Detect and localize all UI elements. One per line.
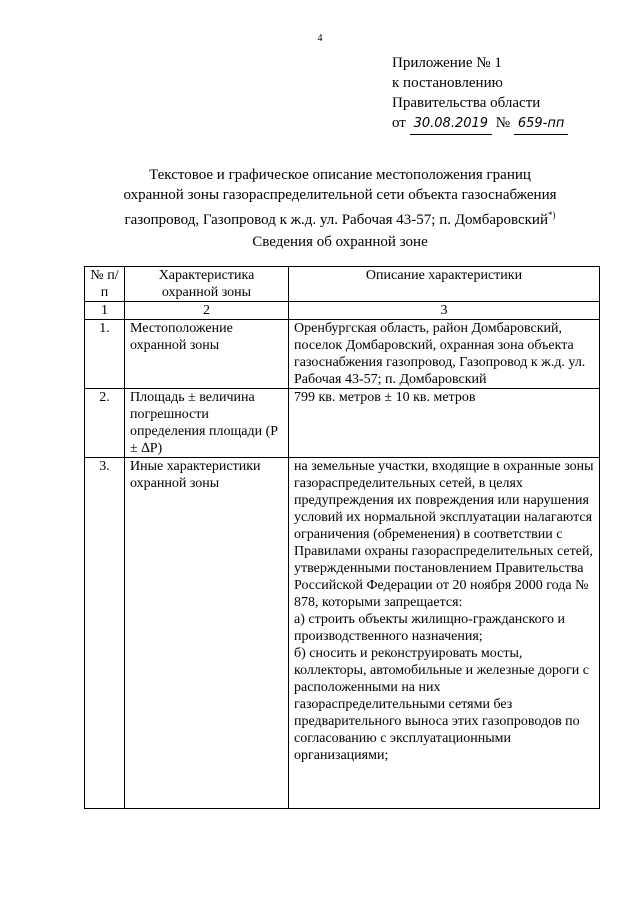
description-paragraph: а) строить объекты жилищно-гражданского и производственного назначения; bbox=[294, 612, 565, 644]
row-number: 2. bbox=[85, 389, 125, 458]
description-paragraph: на земельные участки, входящие в охранные зоны газораспределительных сетей, в целях предупреждения их повреждения или нарушения условий их нормальной эксплуатации налагаются ограничения (обременения) в соответствии с Правилами охраны газораспределительных сетей, утвержденными постановлением Правительства Российской Федерации от 20 ноября 2000 года № 878, которыми запрещается: bbox=[294, 459, 594, 610]
column-number: 2 bbox=[125, 302, 289, 320]
row-description: Оренбургская область, район Домбаровский, поселок Домбаровский, охранная зона объекта газоснабжения газопровод, Газопровод к ж.д. ул. Рабочая 43-57; п. Домбаровский bbox=[289, 320, 600, 389]
column-number: 1 bbox=[85, 302, 125, 320]
appendix-block bbox=[392, 53, 568, 135]
table-header-row bbox=[85, 267, 600, 302]
appendix-line-1: Приложение № 1 bbox=[392, 55, 502, 71]
title-line-3 bbox=[80, 205, 600, 230]
header-description: Описание характеристики bbox=[289, 267, 600, 302]
appendix-date-line bbox=[392, 113, 568, 135]
row-number: 1. bbox=[85, 320, 125, 389]
column-number: 3 bbox=[289, 302, 600, 320]
row-number: 3. bbox=[85, 458, 125, 809]
row-characteristic: Площадь ± величина погрешности определения площади (Р ± ∆Р) bbox=[125, 389, 289, 458]
section-subtitle: Сведения об охранной зоне bbox=[252, 234, 428, 250]
footnote-mark: *) bbox=[547, 210, 556, 220]
table-row bbox=[85, 458, 600, 809]
row-characteristic: Местоположение охранной зоны bbox=[125, 320, 289, 389]
table-row bbox=[85, 389, 600, 458]
appendix-line-2: к постановлению bbox=[392, 75, 503, 91]
row-description bbox=[289, 458, 600, 809]
page-number: 4 bbox=[317, 33, 323, 44]
handwritten-date: 30.08.2019 bbox=[410, 114, 492, 135]
zone-info-table bbox=[84, 266, 600, 809]
description-paragraph: б) сносить и реконструировать мосты, коллекторы, автомобильные и железные дороги с расположенными на них газораспределительными сетями без предварительного выноса этих газопроводов по согласованию с эксплуатационными организациями; bbox=[294, 646, 589, 763]
table-row bbox=[85, 320, 600, 389]
number-prefix: № bbox=[495, 115, 511, 131]
title-line-3-text: газопровод, Газопровод к ж.д. ул. Рабочая 43-57; п. Домбаровский bbox=[124, 212, 548, 228]
document-title bbox=[80, 165, 600, 230]
title-line-1: Текстовое и графическое описание местоположения границ bbox=[149, 167, 531, 183]
title-line-2: охранной зоны газораспределительной сети объекта газоснабжения bbox=[123, 187, 557, 203]
row-description: 799 кв. метров ± 10 кв. метров bbox=[289, 389, 600, 458]
column-number-row bbox=[85, 302, 600, 320]
appendix-line-3: Правительства области bbox=[392, 95, 541, 111]
date-prefix: от bbox=[392, 115, 406, 131]
header-characteristic: Характеристика охранной зоны bbox=[125, 267, 289, 302]
header-num: № п/п bbox=[85, 267, 125, 302]
row-characteristic: Иные характеристики охранной зоны bbox=[125, 458, 289, 809]
handwritten-number: 659-пп bbox=[514, 114, 569, 135]
